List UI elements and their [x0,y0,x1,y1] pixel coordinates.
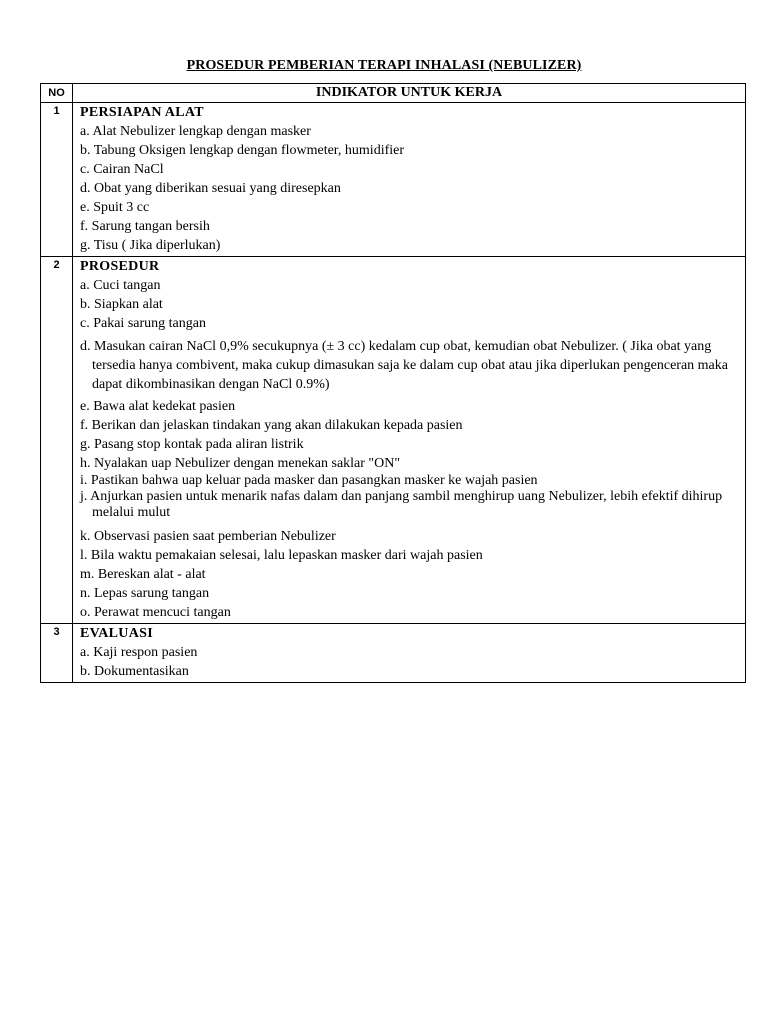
list-item: e. Bawa alat kedekat pasien [80,399,236,414]
row-number: 2 [41,257,73,624]
table-header-row [41,84,746,103]
row-content [73,624,746,683]
list-item: o. Perawat mencuci tangan [80,605,231,620]
list-item: i. Pastikan bahwa uap keluar pada masker dan pasangkan masker ke wajah pasien [80,473,538,488]
list-item: d. Obat yang diberikan sesuai yang diresepkan [80,181,341,196]
list-item: b. Siapkan alat [80,297,163,312]
list-item: f. Sarung tangan bersih [80,219,210,234]
section-title: PROSEDUR [80,259,160,274]
header-indicator: INDIKATOR UNTUK KERJA [73,84,746,103]
list-item: m. Bereskan alat - alat [80,567,206,582]
list-item: b. Tabung Oksigen lengkap dengan flowmeter, humidifier [80,143,405,158]
list-item: c. Pakai sarung tangan [80,316,206,331]
section-title: EVALUASI [80,626,153,641]
list-item: d. Masukan cairan NaCl 0,9% secukupnya (± 3 cc) kedalam cup obat, kemudian obat Nebulizer. ( Jika obat yang tersedia hanya combivent, maka cukup dimasukan saja ke dalam cup obat atau jika diperlukan pengenceran maka dapat dikombinasikan dengan NaCl 0.9%) [80,339,728,392]
list-item: c. Cairan NaCl [80,162,164,177]
list-item: e. Spuit 3 cc [80,200,150,215]
list-item: g. Pasang stop kontak pada aliran listrik [80,437,304,452]
row-number: 3 [41,624,73,683]
list-item: a. Alat Nebulizer lengkap dengan masker [80,124,311,139]
document-title: PROSEDUR PEMBERIAN TERAPI INHALASI (NEBULIZER) [186,58,582,73]
list-item: j. Anjurkan pasien untuk menarik nafas dalam dan panjang sambil menghirup uang Nebulizer, lebih efektif dihirup melalui mulut [80,489,723,520]
list-item: k. Observasi pasien saat pemberian Nebulizer [80,529,336,544]
table-row [41,103,746,257]
header-no: NO [41,84,73,103]
table-row [41,624,746,683]
list-item: g. Tisu ( Jika diperlukan) [80,238,221,253]
list-item: n. Lepas sarung tangan [80,586,210,601]
list-item: l. Bila waktu pemakaian selesai, lalu lepaskan masker dari wajah pasien [80,548,483,563]
list-item: f. Berikan dan jelaskan tindakan yang akan dilakukan kepada pasien [80,418,463,433]
list-item: b. Dokumentasikan [80,664,189,679]
procedure-table [40,83,746,683]
row-content [73,103,746,257]
list-item: h. Nyalakan uap Nebulizer dengan menekan saklar "ON" [80,456,401,471]
row-number: 1 [41,103,73,257]
list-item: a. Cuci tangan [80,278,161,293]
table-row [41,257,746,624]
row-content [73,257,746,624]
list-item: a. Kaji respon pasien [80,645,198,660]
section-title: PERSIAPAN ALAT [80,105,204,120]
